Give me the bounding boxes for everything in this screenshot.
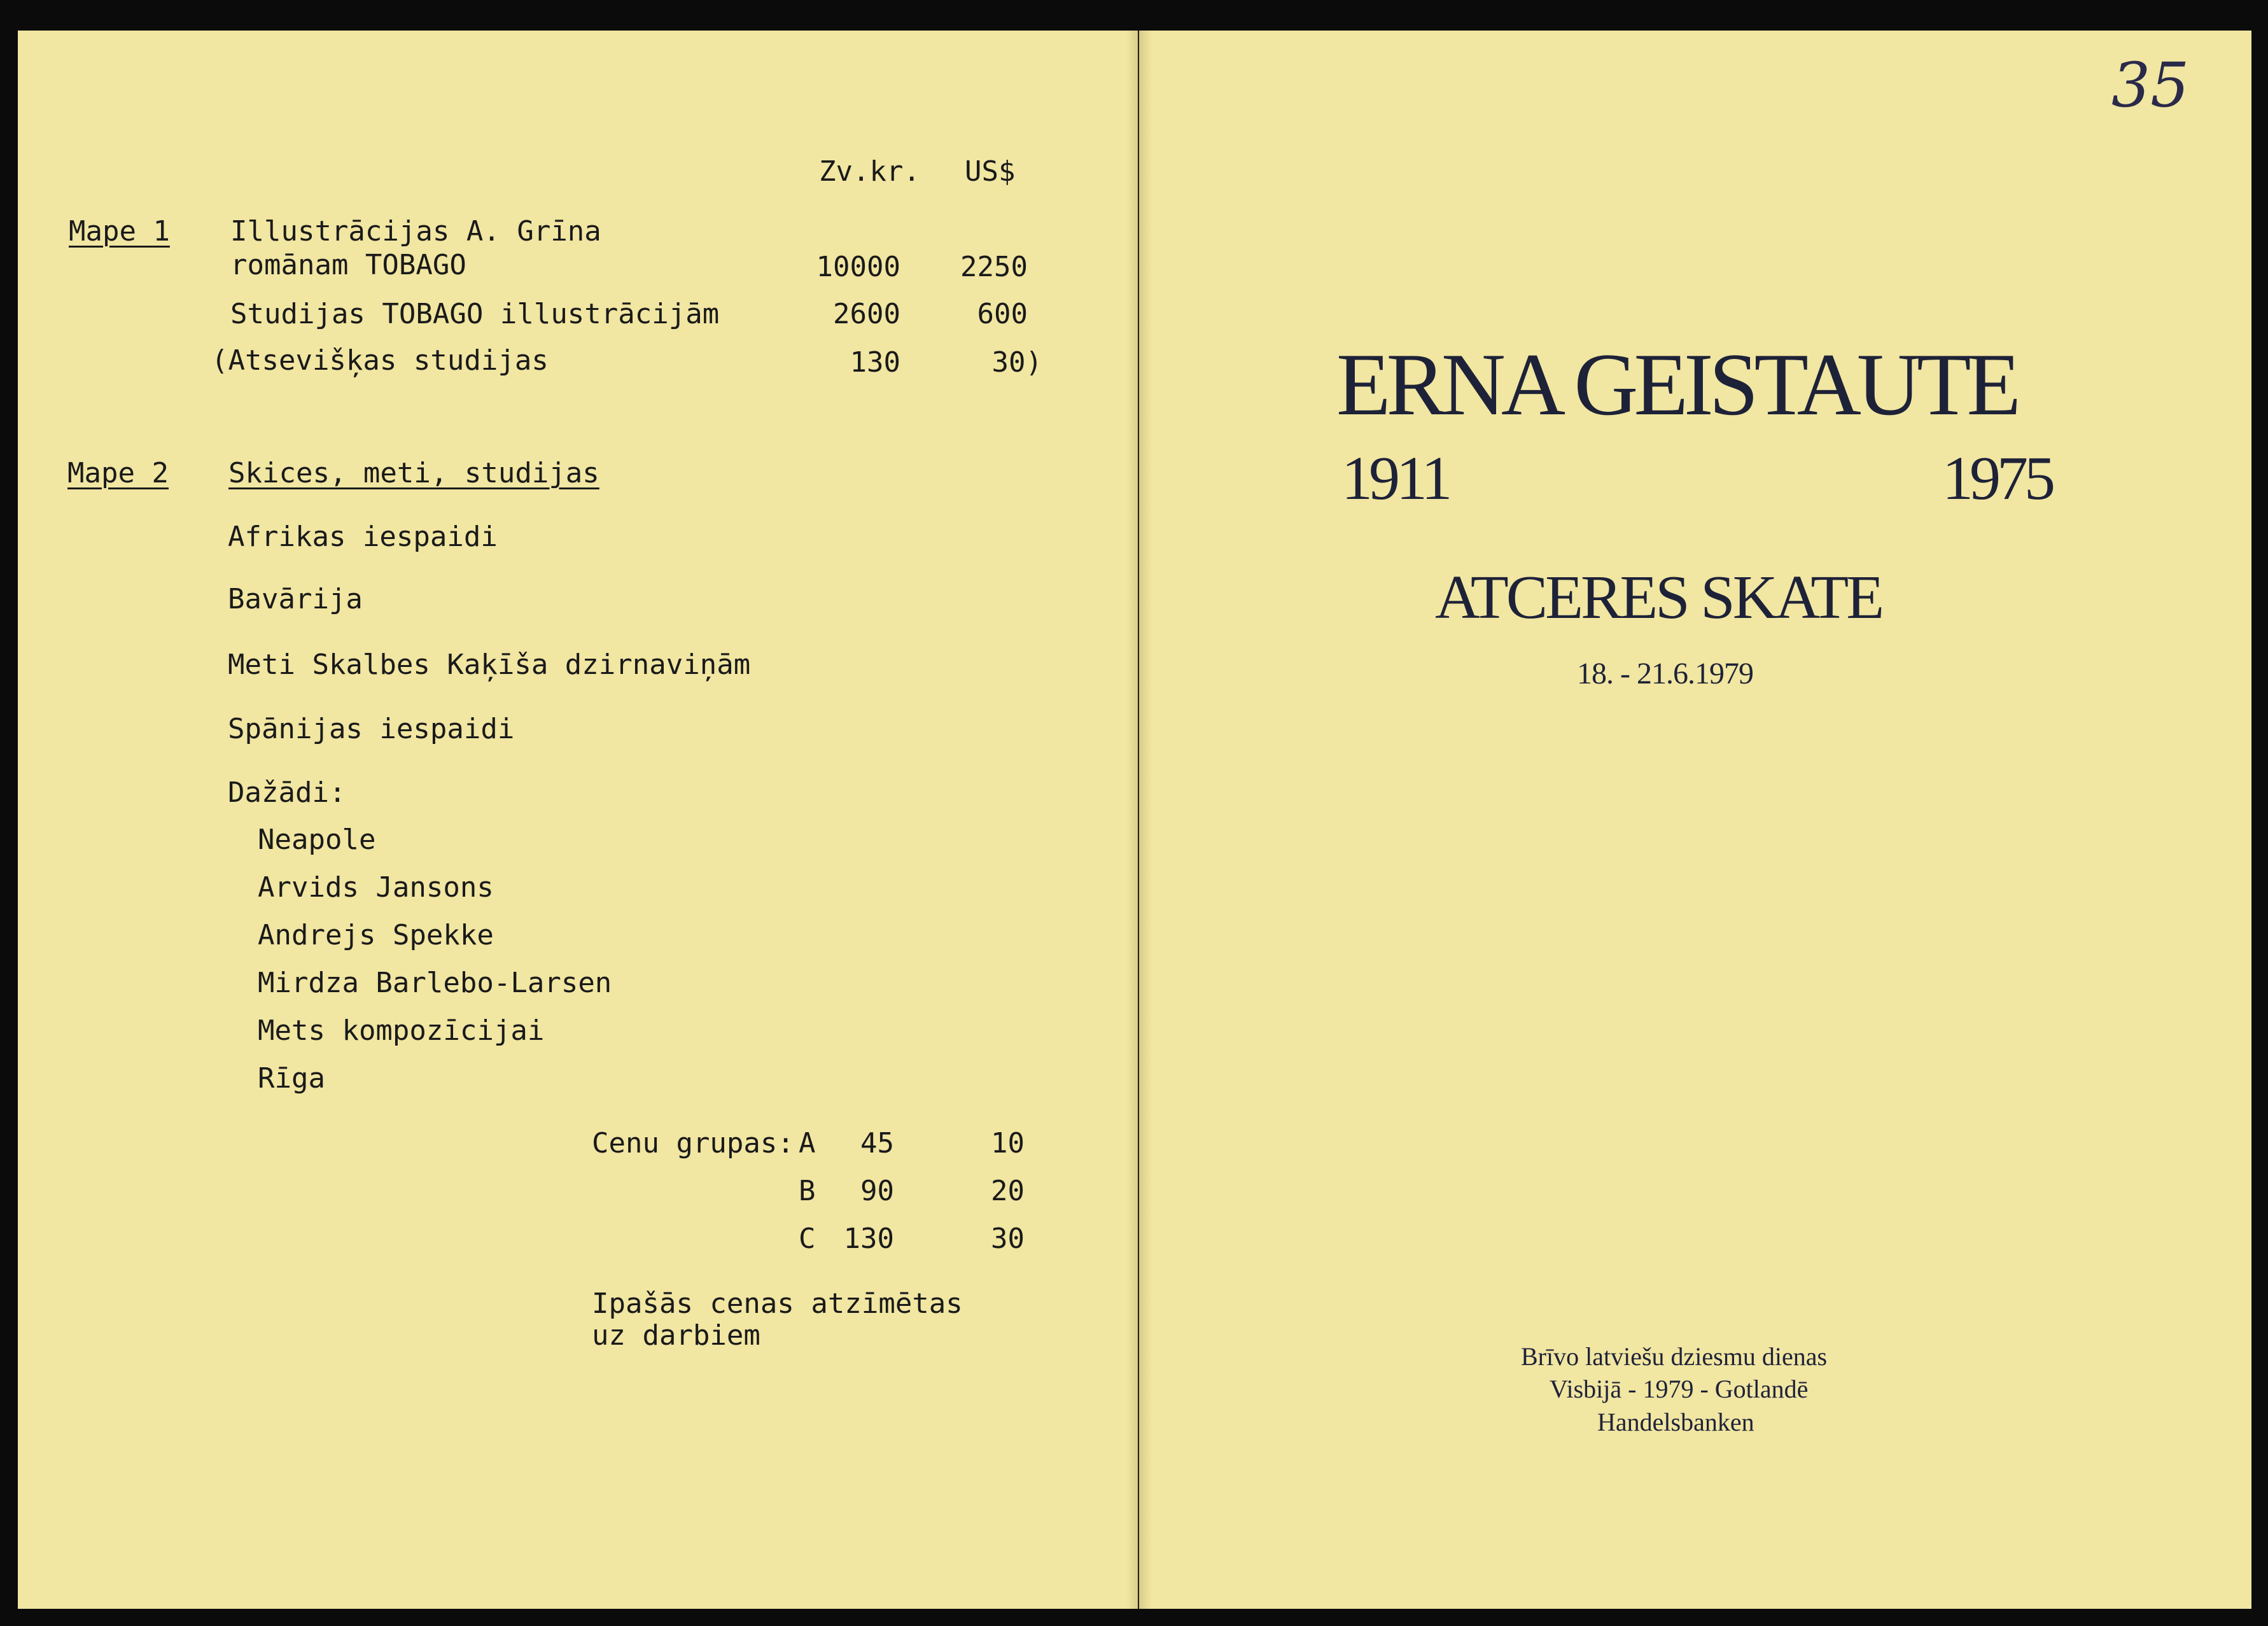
mape2-sub-item: Mets kompozīcijai [258, 1014, 545, 1047]
price-group-usd: 10 [991, 1127, 1025, 1160]
price-group-usd: 30 [991, 1223, 1025, 1255]
mape1-line3: Studijas TOBAGO illustrācijām [230, 298, 720, 330]
mape1-line3-sek: 2600 [833, 298, 900, 330]
mape1-line1: Illustrācijas A. Grīna [230, 215, 601, 248]
exhibition-title: ATCERES SKATE [1435, 563, 1882, 632]
artist-name: ERNA GEISTAUTE [1336, 335, 2017, 434]
mape1-line4-sek: 130 [850, 346, 900, 379]
mape2-sub-item: Mirdza Barlebo-Larsen [258, 967, 612, 999]
mape2-sub-item: Andrejs Spekke [258, 919, 494, 951]
mape2-sub-item: Rīga [258, 1062, 325, 1095]
price-group-letter: B [799, 1175, 816, 1207]
special-prices-note-line2: uz darbiem [592, 1319, 760, 1352]
year-death: 1975 [1942, 444, 2052, 513]
special-prices-note: Ipašās cenas atzīmētas [592, 1287, 963, 1320]
mape2-sub-item: Arvids Jansons [258, 871, 494, 904]
page-number: 35 [2111, 50, 2190, 121]
price-group-usd: 20 [991, 1175, 1025, 1207]
mape2-item: Dažādi: [228, 776, 346, 809]
mape2-item: Afrikas iespaidi [228, 521, 498, 553]
column-header-sek: Zv.kr. [819, 155, 920, 188]
right-page [1139, 31, 2251, 1609]
footer-line3: Handelsbanken [1597, 1408, 1754, 1436]
mape1-line4-usd: 30) [991, 346, 1042, 379]
mape1-line4: (Atsevišķas studijas [211, 344, 549, 377]
mape1-label: Mape 1 [69, 215, 170, 248]
price-group-sek: 90 [860, 1175, 894, 1207]
footer-line2: Visbijā - 1979 - Gotlandē [1550, 1375, 1809, 1403]
page-fold [1126, 31, 1152, 1609]
year-birth: 1911 [1341, 444, 1449, 513]
mape1-line2-sek: 10000 [816, 251, 900, 283]
mape2-label: Mape 2 [67, 457, 169, 489]
price-group-letter: A [799, 1127, 816, 1160]
footer-line1: Brīvo latviešu dziesmu dienas [1521, 1342, 1828, 1371]
exhibition-dates: 18. - 21.6.1979 [1577, 657, 1753, 690]
price-group-letter: C [799, 1223, 816, 1255]
mape2-sub-item: Neapole [258, 824, 376, 856]
price-groups-label: Cenu grupas: [592, 1127, 794, 1160]
mape2-item: Bavārija [228, 583, 363, 615]
mape1-line2-usd: 2250 [960, 251, 1028, 283]
mape1-line2: romānam TOBAGO [230, 249, 466, 281]
price-group-sek: 45 [860, 1127, 894, 1160]
price-group-sek: 130 [843, 1223, 894, 1255]
mape2-heading: Skices, meti, studijas [228, 457, 599, 489]
mape2-item: Spānijas iespaidi [228, 713, 515, 745]
mape2-item: Meti Skalbes Kaķīša dzirnaviņām [228, 648, 751, 681]
mape1-line3-usd: 600 [977, 298, 1028, 330]
column-header-usd: US$ [965, 155, 1016, 188]
